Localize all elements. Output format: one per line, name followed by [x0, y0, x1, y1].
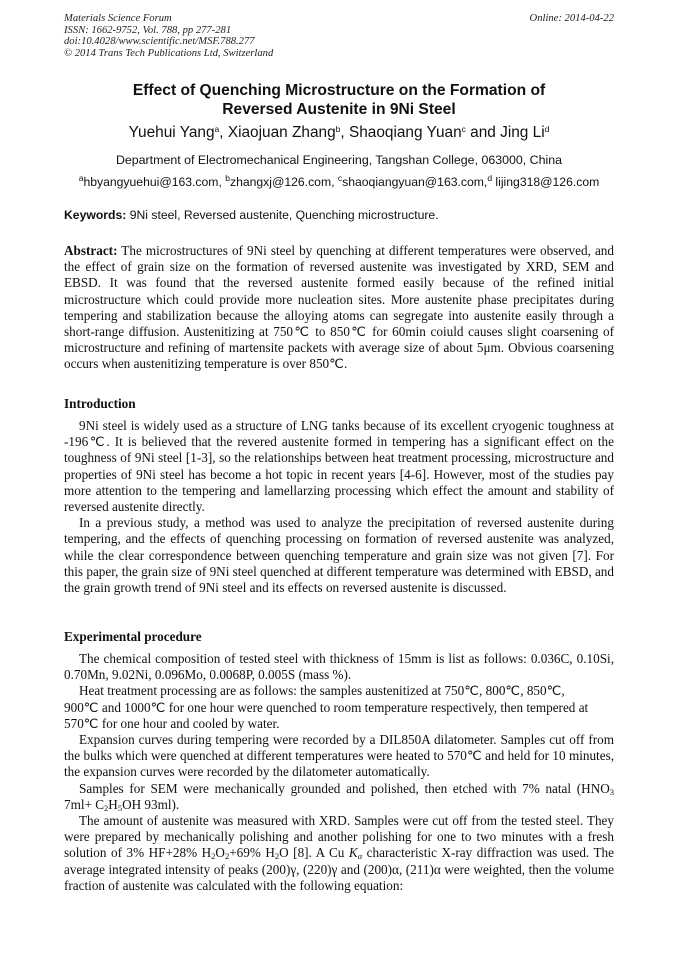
subscript: 2	[274, 851, 280, 862]
email-list	[30, 175, 648, 190]
email-link[interactable]: shaoqiangyuan@163.com	[342, 175, 484, 189]
journal-header	[64, 13, 273, 59]
issn-line: ISSN: 1662-9752, Vol. 788, pp 277-281	[64, 24, 232, 36]
email-link[interactable]: zhangxj@126.com	[229, 175, 332, 189]
abstract-text: The microstructures of 9Ni steel by quenching at different temperatures were observed, and the effect of grain size on the formation of reversed austenite was investigated by XRD, SEM and EBSD. It was found that the reversed austenite formed easily because of the refined initial microstructure which could provide more nucleation sites. More austenite phase precipitates during tempering and stabilization because the alloying atoms can segregate into austenite easily through a short-range diffusion. Austenitizing at 750℃ to 850℃ for 60min coiuld causes slight coarsening of microstructure and refining of martensite packets with average size of about 5μm. Obvious coarsening occurs when austenitizing temperature is over 850℃.	[64, 243, 614, 372]
section-heading-introduction: Introduction	[64, 396, 136, 411]
author-name: Jing Li	[500, 124, 545, 141]
subscript: 5	[117, 802, 123, 813]
paragraph-continuation: 570℃ for one hour and cooled by water.	[64, 715, 280, 731]
paragraph: Heat treatment processing are as follows: the samples austenitized at 750℃, 800℃, 850℃,	[79, 683, 565, 699]
paragraph-continuation: 900℃ and 1000℃ for one hour were quenched to room temperature respectively, then tempered at	[64, 699, 589, 715]
affiliation: Department of Electromechanical Engineering, Tangshan College, 063000, China	[115, 153, 563, 167]
email-mark: b	[225, 173, 230, 183]
email-separator: ,	[218, 175, 226, 189]
doi-link[interactable]: doi:10.4028/www.scientific.net/MSF.788.277	[64, 36, 255, 48]
author-mark: b	[335, 124, 341, 134]
abstract-label: Abstract:	[64, 243, 118, 258]
author-separator: and	[465, 124, 501, 141]
keywords-text: 9Ni steel, Reversed austenite, Quenching microstructure.	[126, 208, 439, 222]
italic-symbol: K	[348, 845, 358, 861]
email-separator: ,	[331, 175, 338, 189]
paragraph: 9Ni steel is widely used as a structure of LNG tanks because of its excellent cryogenic toughness at -196℃. It is believed that the revered austenite formed in tempering has a significant effect on the toughness of 9Ni steel [1-3], so the relationships between heat treatment processing, microstructure and properties of 9Ni steel has become a hot topic in recent years [4-6]. However, most of the studies pay more attention to the tempering and lamellarzing processing which effect the amount and stability of reversed austenite directly.	[64, 418, 614, 515]
author-mark: c	[461, 124, 466, 134]
title-line-1: Effect of Quenching Microstructure on the Formation of	[132, 82, 546, 99]
email-mark: d	[487, 173, 493, 183]
subscript: 2	[211, 851, 216, 862]
subscript: α	[357, 851, 363, 862]
text-run: The amount of austenite was measured with XRD. Samples were cut off from the tested steel. They were prepared by mechanically polishing and another polishing for one to two minutes with a fresh solution of 3% HF+28% H	[64, 813, 614, 861]
email-mark: c	[337, 173, 343, 183]
paragraph: Expansion curves during tempering were recorded by a DIL850A dilatometer. Samples cut off from the bulks which were quenched at different temperatures were heated to 570℃ and held for 10 minutes, the expansion curves were recorded by the dilatometer automatically.	[64, 732, 614, 780]
author-separator: ,	[340, 124, 349, 141]
text-run: Samples for SEM were mechanically grounded and polished, then etched with 7% natal (HNO	[79, 780, 610, 796]
author-name: Xiaojuan Zhang	[227, 124, 336, 141]
text-run: characteristic X-ray diffraction was used. The average integrated intensity of peaks (200)γ, (220)γ and (200)α, (211)α were weighted, then the volume fraction of austenite was calculated with the following equation:	[64, 845, 615, 893]
email-link[interactable]: hbyangyuehui@163.com	[83, 175, 219, 189]
introduction-body	[64, 418, 614, 596]
experimental-body	[64, 651, 614, 894]
text-run: 7ml+ C	[64, 796, 105, 812]
email-separator: ,	[483, 175, 488, 189]
section-heading-experimental: Experimental procedure	[64, 629, 202, 644]
text-run: +69% H	[229, 845, 275, 861]
subscript: 2	[104, 802, 109, 813]
keywords-label: Keywords:	[64, 208, 127, 222]
paragraph	[64, 781, 614, 813]
text-run: OH 93ml).	[122, 796, 180, 812]
keywords	[64, 208, 616, 223]
email-mark: a	[78, 173, 84, 183]
journal-name: Materials Science Forum	[64, 13, 172, 24]
author-separator: ,	[219, 124, 228, 141]
paragraph: The chemical composition of tested steel with thickness of 15mm is list as follows: 0.036C, 0.10Si, 0.70Mn, 9.02Ni, 0.096Mo, 0.0068P, 0.005S (mass %).	[64, 651, 614, 683]
text-run: O [8]. A Cu	[279, 845, 349, 861]
copyright-line: © 2014 Trans Tech Publications Ltd, Switzerland	[64, 47, 274, 59]
abstract	[64, 243, 614, 373]
author-name: Shaoqiang Yuan	[348, 124, 462, 141]
paragraph: In a previous study, a method was used to analyze the precipitation of reversed austenite during tempering, and the effects of quenching processing on formation of reversed austenite was analyzed, while the clear correspondence between quenching temperature and grain size was not given [7]. For this paper, the grain size of 9Ni steel quenched at different temperature was determined with EBSD, and the grain growth trend of 9Ni steel and its effects on reversed austenite is discussed.	[64, 515, 614, 596]
author-list	[40, 123, 638, 142]
title-line-2: Reversed Austenite in 9Ni Steel	[222, 101, 456, 118]
paragraph	[64, 813, 614, 894]
subscript: 2	[224, 851, 230, 862]
author-name: Yuehui Yang	[128, 124, 215, 141]
paper-title	[60, 81, 618, 119]
online-date: Online: 2014-04-22	[529, 13, 614, 24]
text-run: H	[108, 796, 118, 812]
author-mark: a	[214, 124, 220, 134]
subscript: 3	[609, 786, 614, 797]
text-run: O	[215, 845, 225, 861]
email-link[interactable]: lijing318@126.com	[492, 175, 600, 189]
author-mark: d	[544, 124, 550, 134]
